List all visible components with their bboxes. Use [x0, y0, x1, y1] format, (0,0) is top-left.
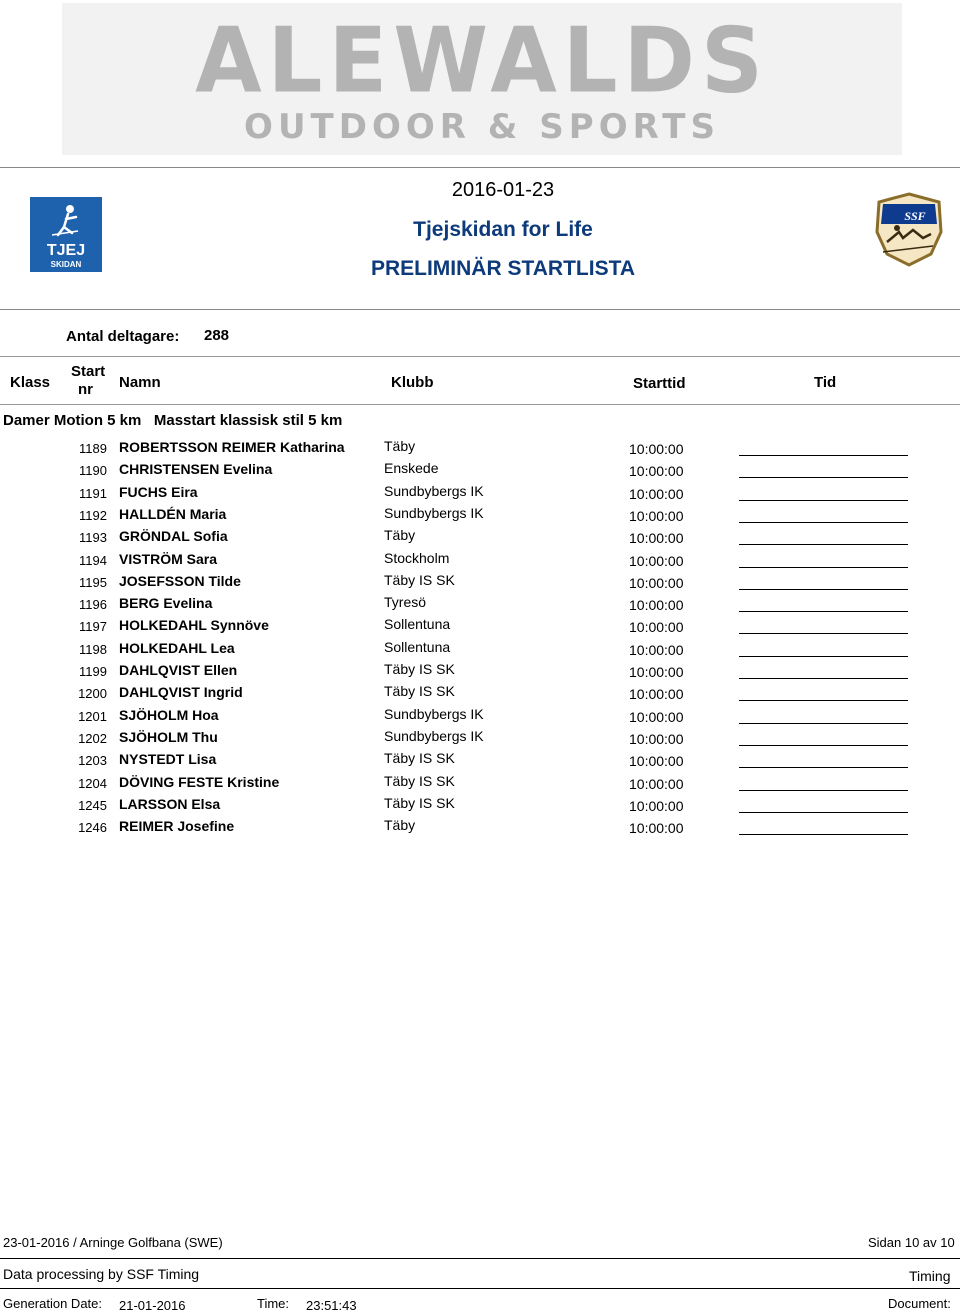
- footer-generation-label: Generation Date:: [3, 1296, 103, 1311]
- athlete-name: SJÖHOLM Hoa: [119, 706, 219, 723]
- class-title: Damer Motion 5 km Masstart klassisk stil 5 km: [3, 412, 343, 429]
- start-number: 1194: [79, 552, 107, 568]
- athlete-name: DAHLQVIST Ingrid: [119, 684, 243, 701]
- club-name: Sundbybergs IK: [384, 727, 484, 744]
- table-row: [0, 572, 960, 594]
- footer-time-value: 23:51:43: [306, 1298, 357, 1313]
- club-name: Täby: [384, 527, 416, 544]
- start-time: 10:00:00: [629, 730, 684, 747]
- footer-processing: Data processing by SSF Timing: [3, 1266, 200, 1282]
- club-name: Stockholm: [384, 549, 450, 566]
- club-name: Sundbybergs IK: [384, 705, 484, 722]
- table-row: [0, 438, 960, 460]
- list-title: PRELIMINÄR STARTLISTA: [370, 257, 636, 280]
- athlete-name: HOLKEDAHL Synnöve: [119, 617, 269, 634]
- col-header-klass: Klass: [10, 374, 51, 391]
- participants-count: 288: [204, 327, 230, 344]
- start-time: 10:00:00: [629, 820, 684, 837]
- columns-divider-bottom: [0, 404, 960, 405]
- table-row: [0, 639, 960, 661]
- start-time: 10:00:00: [629, 641, 684, 658]
- athlete-name: NYSTEDT Lisa: [119, 751, 217, 768]
- table-row: [0, 460, 960, 482]
- start-time: 10:00:00: [629, 619, 684, 636]
- table-row: [0, 661, 960, 683]
- start-number: 1190: [79, 463, 107, 479]
- start-time: 10:00:00: [629, 708, 684, 725]
- footer-document-label: Document:: [888, 1296, 951, 1311]
- result-time-blank-line: [739, 656, 908, 657]
- club-name: Sollentuna: [384, 638, 451, 655]
- club-name: Täby IS SK: [384, 683, 455, 700]
- svg-text:SKIDAN: SKIDAN: [50, 260, 82, 269]
- event-date: 2016-01-23: [451, 179, 555, 201]
- footer-divider-top: [0, 1258, 960, 1259]
- table-row: [0, 706, 960, 728]
- start-number: 1191: [79, 485, 107, 501]
- club-name: Täby IS SK: [384, 661, 455, 677]
- footer-divider-bottom: [0, 1288, 960, 1289]
- header-divider-bottom: [0, 309, 960, 310]
- start-time: 10:00:00: [629, 775, 684, 792]
- result-time-blank-line: [739, 589, 908, 590]
- start-number: 1192: [79, 507, 107, 523]
- club-name: Täby IS SK: [384, 750, 455, 767]
- result-time-blank-line: [739, 500, 908, 501]
- athlete-name: GRÖNDAL Sofia: [119, 528, 228, 545]
- columns-divider-top: [0, 356, 960, 357]
- table-row: [0, 683, 960, 705]
- start-time: 10:00:00: [629, 507, 684, 524]
- result-time-blank-line: [739, 633, 908, 634]
- athlete-name: HALLDÉN Maria: [119, 505, 227, 522]
- club-name: Täby IS SK: [384, 772, 455, 789]
- result-time-blank-line: [739, 455, 908, 456]
- result-time-blank-line: [739, 567, 908, 568]
- start-number: 1203: [78, 753, 107, 769]
- athlete-name: LARSSON Elsa: [119, 795, 221, 812]
- col-header-starttid: Starttid: [633, 375, 686, 392]
- table-row: [0, 505, 960, 527]
- result-time-blank-line: [739, 745, 908, 746]
- table-row: [0, 594, 960, 616]
- start-time: 10:00:00: [629, 552, 684, 569]
- result-time-blank-line: [739, 522, 908, 523]
- svg-text:SSF: SSF: [904, 209, 926, 223]
- club-name: Tyresö: [384, 594, 427, 611]
- athlete-name: DÖVING FESTE Kristine: [119, 773, 280, 790]
- start-time: 10:00:00: [629, 530, 684, 547]
- start-number: 1246: [78, 820, 107, 836]
- start-number: 1245: [78, 797, 107, 813]
- start-time: 10:00:00: [629, 664, 684, 680]
- athlete-name: CHRISTENSEN Evelina: [119, 461, 273, 478]
- table-row: [0, 616, 960, 638]
- table-row: [0, 550, 960, 572]
- start-number: 1196: [79, 597, 107, 613]
- sponsor-banner: [62, 3, 902, 155]
- athlete-name: VISTRÖM Sara: [119, 550, 218, 567]
- athlete-name: BERG Evelina: [119, 595, 213, 612]
- club-name: Sundbybergs IK: [384, 482, 484, 499]
- result-time-blank-line: [739, 723, 908, 724]
- result-time-blank-line: [739, 812, 908, 813]
- table-row: [0, 750, 960, 772]
- col-header-start: Start: [71, 363, 106, 380]
- result-time-blank-line: [739, 611, 908, 612]
- club-name: Täby: [384, 438, 416, 454]
- banner-tagline: OUTDOOR & SPORTS: [244, 107, 720, 147]
- table-row: [0, 728, 960, 750]
- banner-brand: ALEWALDS: [195, 8, 769, 114]
- start-number: 1201: [78, 708, 107, 724]
- footer-timing: Timing: [909, 1268, 951, 1284]
- result-time-blank-line: [739, 767, 908, 768]
- start-number: 1189: [79, 441, 107, 456]
- athlete-name: SJÖHOLM Thu: [119, 728, 218, 745]
- result-time-blank-line: [739, 544, 908, 545]
- col-header-nr: nr: [78, 381, 93, 398]
- footer-page: Sidan 10 av 10: [868, 1235, 955, 1250]
- athlete-name: JOSEFSSON Tilde: [119, 572, 241, 589]
- svg-text:TJEJ: TJEJ: [46, 242, 86, 259]
- col-header-klubb: Klubb: [391, 374, 434, 391]
- start-time: 10:00:00: [629, 463, 684, 480]
- start-number: 1200: [78, 686, 107, 702]
- result-time-blank-line: [739, 700, 908, 701]
- start-number: 1199: [79, 664, 107, 679]
- participants-label: Antal deltagare:: [66, 328, 180, 345]
- start-time: 10:00:00: [629, 485, 684, 502]
- start-number: 1204: [78, 775, 107, 791]
- club-name: Täby IS SK: [384, 571, 455, 588]
- start-time: 10:00:00: [629, 441, 684, 457]
- start-number: 1195: [79, 574, 107, 590]
- col-header-namn: Namn: [119, 374, 161, 391]
- athlete-name: DAHLQVIST Ellen: [119, 662, 238, 678]
- table-row: [0, 817, 960, 839]
- start-number: 1193: [79, 530, 107, 546]
- start-time: 10:00:00: [629, 574, 684, 591]
- table-row: [0, 795, 960, 817]
- athlete-name: REIMER Josefine: [119, 818, 235, 835]
- start-time: 10:00:00: [629, 753, 684, 770]
- table-row: [0, 773, 960, 795]
- athlete-name: ROBERTSSON REIMER Katharina: [119, 439, 345, 455]
- start-number: 1197: [79, 619, 107, 635]
- result-time-blank-line: [739, 834, 908, 835]
- footer-venue: 23-01-2016 / Arninge Golfbana (SWE): [3, 1235, 223, 1250]
- table-row: [0, 527, 960, 549]
- result-time-blank-line: [739, 477, 908, 478]
- club-name: Täby: [384, 817, 416, 834]
- athlete-name: FUCHS Eira: [119, 483, 198, 500]
- start-time: 10:00:00: [629, 686, 684, 703]
- club-name: Sundbybergs IK: [384, 504, 484, 521]
- result-time-blank-line: [739, 790, 908, 791]
- start-number: 1202: [78, 730, 107, 746]
- start-number: 1198: [79, 641, 107, 657]
- club-name: Sollentuna: [384, 616, 451, 633]
- start-time: 10:00:00: [629, 797, 684, 814]
- footer-time-label: Time:: [257, 1296, 290, 1311]
- header-divider-top: [0, 167, 960, 168]
- result-time-blank-line: [739, 678, 908, 679]
- club-name: Täby IS SK: [384, 794, 455, 811]
- start-time: 10:00:00: [629, 597, 684, 614]
- club-name: Enskede: [384, 460, 439, 477]
- event-title: Tjejskidan for Life: [413, 218, 593, 241]
- athlete-name: HOLKEDAHL Lea: [119, 639, 235, 656]
- col-header-tid: Tid: [814, 374, 837, 391]
- footer-generation-date: 21-01-2016: [119, 1298, 186, 1313]
- table-row: [0, 483, 960, 505]
